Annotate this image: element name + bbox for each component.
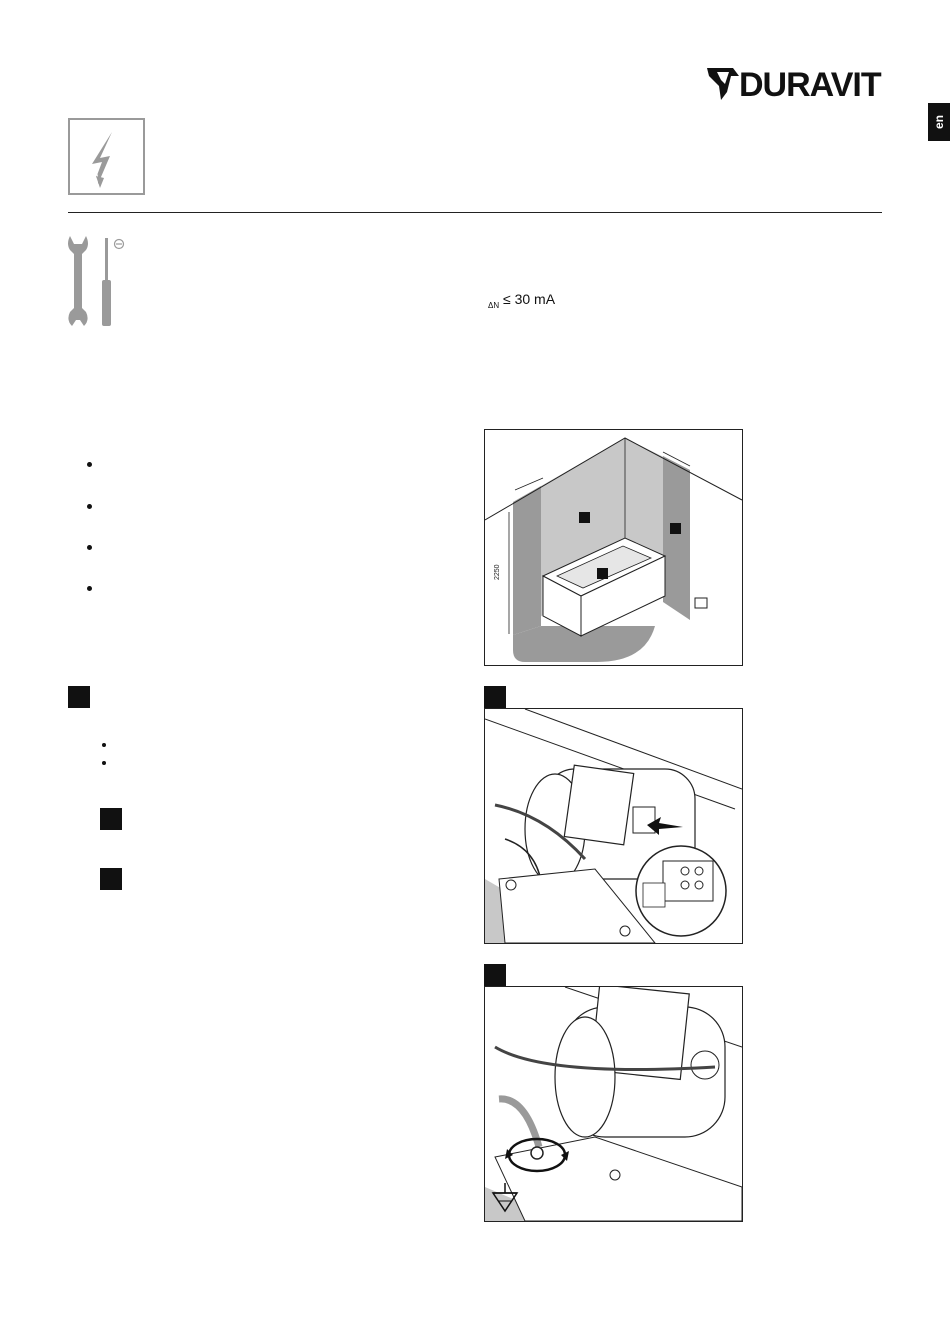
language-tab-label: en bbox=[931, 114, 946, 130]
language-tab[interactable] bbox=[928, 103, 950, 141]
step-marker bbox=[68, 686, 90, 708]
bathroom-zones-drawing bbox=[485, 430, 742, 665]
earth-ground-figure bbox=[484, 986, 743, 1222]
screwdriver-icon bbox=[102, 238, 124, 326]
pump-connection-drawing bbox=[485, 709, 742, 943]
list-bullet bbox=[87, 586, 92, 591]
list-bullet bbox=[102, 761, 106, 765]
rcd-subscript: ΔN bbox=[488, 300, 500, 310]
list-bullet bbox=[102, 743, 106, 747]
logo-text: DURAVIT bbox=[739, 66, 881, 104]
header-divider bbox=[68, 212, 882, 213]
figure-step-marker bbox=[484, 964, 506, 986]
earth-ground-drawing bbox=[485, 987, 742, 1221]
svg-text:2250: 2250 bbox=[494, 564, 501, 580]
list-bullet bbox=[87, 545, 92, 550]
list-bullet bbox=[87, 504, 92, 509]
rcd-value: ≤ 30 mA bbox=[503, 291, 556, 307]
duravit-logo bbox=[705, 62, 891, 104]
electrical-warning-box bbox=[68, 118, 145, 195]
pump-connection-figure bbox=[484, 708, 743, 944]
step-marker bbox=[100, 868, 122, 890]
bathroom-zones-figure bbox=[484, 429, 743, 666]
wrench-icon bbox=[68, 236, 88, 326]
list-bullet bbox=[87, 462, 92, 467]
tools-icon-group bbox=[64, 234, 130, 328]
step-marker bbox=[100, 808, 122, 830]
lightning-warning-icon bbox=[70, 120, 143, 193]
figure-step-marker bbox=[484, 686, 506, 708]
rcd-rating bbox=[488, 291, 555, 310]
